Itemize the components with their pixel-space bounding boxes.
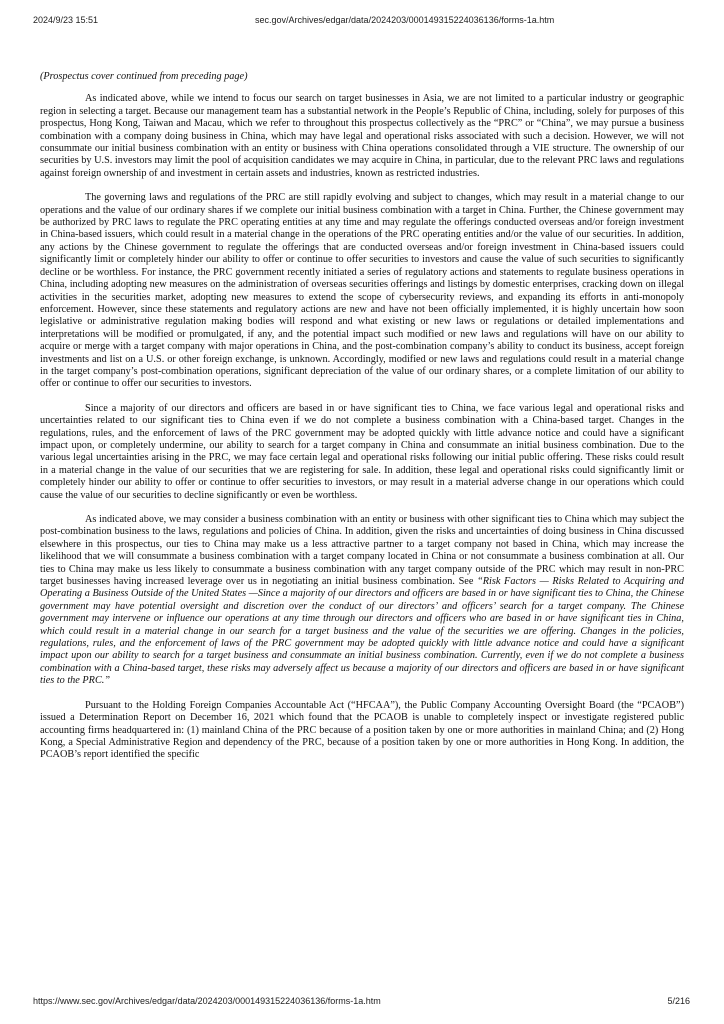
paragraph-hfcaa: Pursuant to the Holding Foreign Companies Accountable Act (“HFCAA”), the Public Company Accounting Oversight Board (the “PCAOB”) issued a Determination Report on December 16, 2021 which found that the PCAOB is unable to completely inspect or investigate registered public accounting firms headquartered in: (1) mainland China of the PRC because of a position taken by one or more authorities in mainland China; and (2) Hong Kong, a Special Administrative Region and dependency of the PRC, because of a position taken by one or more authorities in Hong Kong. In addition, the PCAOB’s report identified the specific xyxy=(40,699,684,761)
paragraph-prc-regulations: The governing laws and regulations of the PRC are still rapidly evolving and subject to changes, which may result in a material change to our operations and the value of our ordinary shares if we complete our initial business combination with a target in China. Further, the Chinese government may be authorized by PRC laws to regulate the PRC operating entities at any time and may regulate the offerings conducted overseas and/or foreign investment in China-based issuers, which could result in a material change in the operations of the PRC operating entities and/or the value of our securities. In addition, any actions by the Chinese government to regulate the offerings that are conducted overseas and/or foreign investment in China-based issuers could significantly limit or completely hinder our ability to offer or continue to offer securities to investors and cause the value of such securities to significantly decline or be worthless. For instance, the PRC government recently initiated a series of regulatory actions and statements to regulate business operations in China, including adopting new measures on the administration of overseas securities offerings and listings by domestic enterprises, cracking down on illegal activities in the securities market, adopting new measures to extend the scope of cybersecurity reviews, and expanding its efforts in anti-monopoly enforcement. However, since these statements and regulatory actions are new and have not been officially implemented, it is highly uncertain how soon legislative or administrative regulation making bodies will respond and what existing or new laws or regulations or detailed implementations and interpretations will be modified or promulgated, if any, and the potential impact such modified or new laws and regulations will have on our ability to acquire or merge with a target company with major operations in China, and the post-combination company’s ability to conduct its business, accept foreign investments and list on a U.S. or other foreign exchange, is unknown. Accordingly, modified or new laws and regulations could result in a material change in the target company’s post-combination operations, significant depreciation of the value of our ordinary shares, or a complete limitation of our ability to offer or continue to offer our securities to investors. xyxy=(40,192,684,390)
print-footer xyxy=(0,996,724,1008)
print-header xyxy=(0,15,724,27)
print-footer-url: https://www.sec.gov/Archives/edgar/data/2024203/000149315224036136/forms-1a.htm xyxy=(33,996,381,1006)
paragraph-business-combination xyxy=(40,514,684,688)
paragraph-directors-ties: Since a majority of our directors and officers are based in or have significant ties to China, we face various legal and operational risks and uncertainties related to our significant ties to China even if we do not complete a business combination with a China-based target. Changes in the regulations, rules, and the enforcement of laws of the PRC government may be adopted quickly with little advance notice and could have a significant impact upon, or completely undermine, our ability to search for a target company in China and consummate an initial business combination. Due to the various legal uncertainties arising in the PRC, we may face certain legal and operational risks following our initial public offering. These risks could result in a material change in the value of our securities that we are registering for sale. In addition, these legal and operational risks could significantly limit or completely hinder our ability to offer or continue to offer securities to investors, or may result in a material adverse change in our operations which could cause the value of our securities to decline significantly or even be worthless. xyxy=(40,402,684,501)
paragraph-asia-focus: As indicated above, while we intend to focus our search on target businesses in Asia, we are not limited to a particular industry or geographic region in selecting a target. Because our management team has a substantial network in the People’s Republic of China, including, solely for purposes of this prospectus, Hong Kong, Taiwan and Macau, which we refer to throughout this prospectus collectively as the “PRC” or “China”, we may pursue a business combination with a company doing business in China, which may have legal and operational risks associated with such a decision. However, we will not consummate our initial business combination with an entity or business with China operations consolidated through a VIE structure. The ownership of our securities by U.S. investors may limit the pool of acquisition candidates we may acquire in China, in particular, due to the relevant PRC laws and regulations against foreign ownership of and investment in certain assets and industries, known as restricted industries. xyxy=(40,93,684,179)
print-header-url: sec.gov/Archives/edgar/data/2024203/000149315224036136/forms-1a.htm xyxy=(255,15,555,25)
cover-continuation-note: (Prospectus cover continued from preceding page) xyxy=(40,71,248,82)
page-number: 5/216 xyxy=(667,996,690,1006)
document-body xyxy=(40,71,684,762)
paragraph-business-combination-text: As indicated above, we may consider a business combination with an entity or business with other significant ties to China which may subject the post-combination business to the laws, regulations and policies of China. In addition, given the risks and uncertainties of doing business in China discussed elsewhere in this prospectus, our ties to China may make us a less attractive partner to a target company not based in China, which may increase the likelihood that we will consummate a business combination with a target company located in China or not consummate a business combination at all. Our ties to China may make us less likely to consummate a business combination with any target company outside of the PRC which may result in non-PRC target businesses having increased leverage over us in negotiating an initial business combination. See xyxy=(40,514,684,588)
risk-factor-reference: “Risk Factors — Risks Related to Acquiring and Operating a Business Outside of the United States —Since a majority of our directors and officers are based in or have significant ties to China, the Chinese government may have potential oversight and discretion over the conduct of our directors’ and officers’ search for a target company. The Chinese government may intervene or influence our operations at any time through our directors and officers who are based in or have significant ties in China, which could result in a material change in our search for a target business and the value of the securities we are offering. Changes in the policies, regulations, rules, and the enforcement of laws of the PRC government may be adopted quickly with little advance notice and could have a significant impact upon our ability to search for a target business and consummate an initial business combination. Currently, even if we do not complete a business combination with a China-based target, these risks may adversely affect us because a majority of our directors and officers are based in or have significant ties to the PRC.” xyxy=(40,576,684,687)
print-timestamp: 2024/9/23 15:51 xyxy=(33,15,99,25)
